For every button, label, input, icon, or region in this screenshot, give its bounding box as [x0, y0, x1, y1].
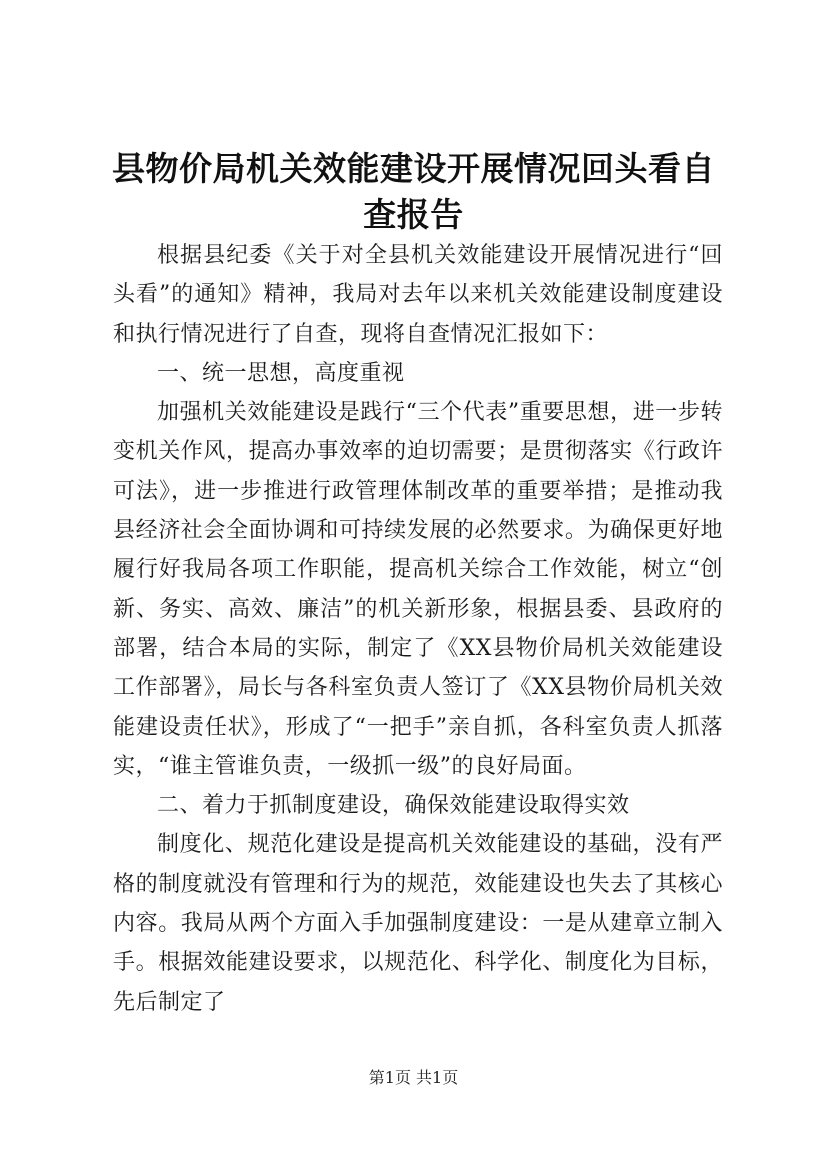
section-1-heading: 一、统一思想，高度重视	[157, 360, 405, 386]
intro-paragraph: 根据县纪委《关于对全县机关效能建设开展情况进行“回头看”的通知》精神，我局对去年以来机关效能建设制度建设和执行情况进行了自查，现将自查情况汇报如下：	[113, 243, 723, 347]
section-2-paragraph: 制度化、规范化建设是提高机关效能建设的基础，没有严格的制度就没有管理和行为的规范，效能建设也失去了其核心内容。我局从两个方面入手加强制度建设：一是从建章立制入手。根据效能建设要求，以规范化、科学化、制度化为目标，先后制定了	[113, 832, 723, 1015]
page-footer: 第1页 共1页	[368, 1068, 459, 1087]
document-body	[113, 236, 723, 1022]
section-2-heading: 二、着力于抓制度建设，确保效能建设取得实效	[157, 793, 630, 819]
section-1-paragraph: 加强机关效能建设是践行“三个代表”重要思想，进一步转变机关作风，提高办事效率的迫切需要；是贯彻落实《行政许可法》，进一步推进行政管理体制改革的重要举措；是推动我县经济社会全面协调和可持续发展的必然要求。为确保更好地履行好我局各项工作职能，提高机关综合工作效能，树立“创新、务实、高效、廉洁”的机关新形象，根据县委、县政府的部署，结合本局的实际，制定了《XX县物价局机关效能建设工作部署》，局长与各科室负责人签订了《XX县物价局机关效能建设责任状》，形成了“一把手”亲自抓，各科室负责人抓落实，“谁主管谁负责，一级抓一级”的良好局面。	[113, 400, 723, 779]
document-title: 县物价局机关效能建设开展情况回头看自查报告	[112, 149, 715, 234]
